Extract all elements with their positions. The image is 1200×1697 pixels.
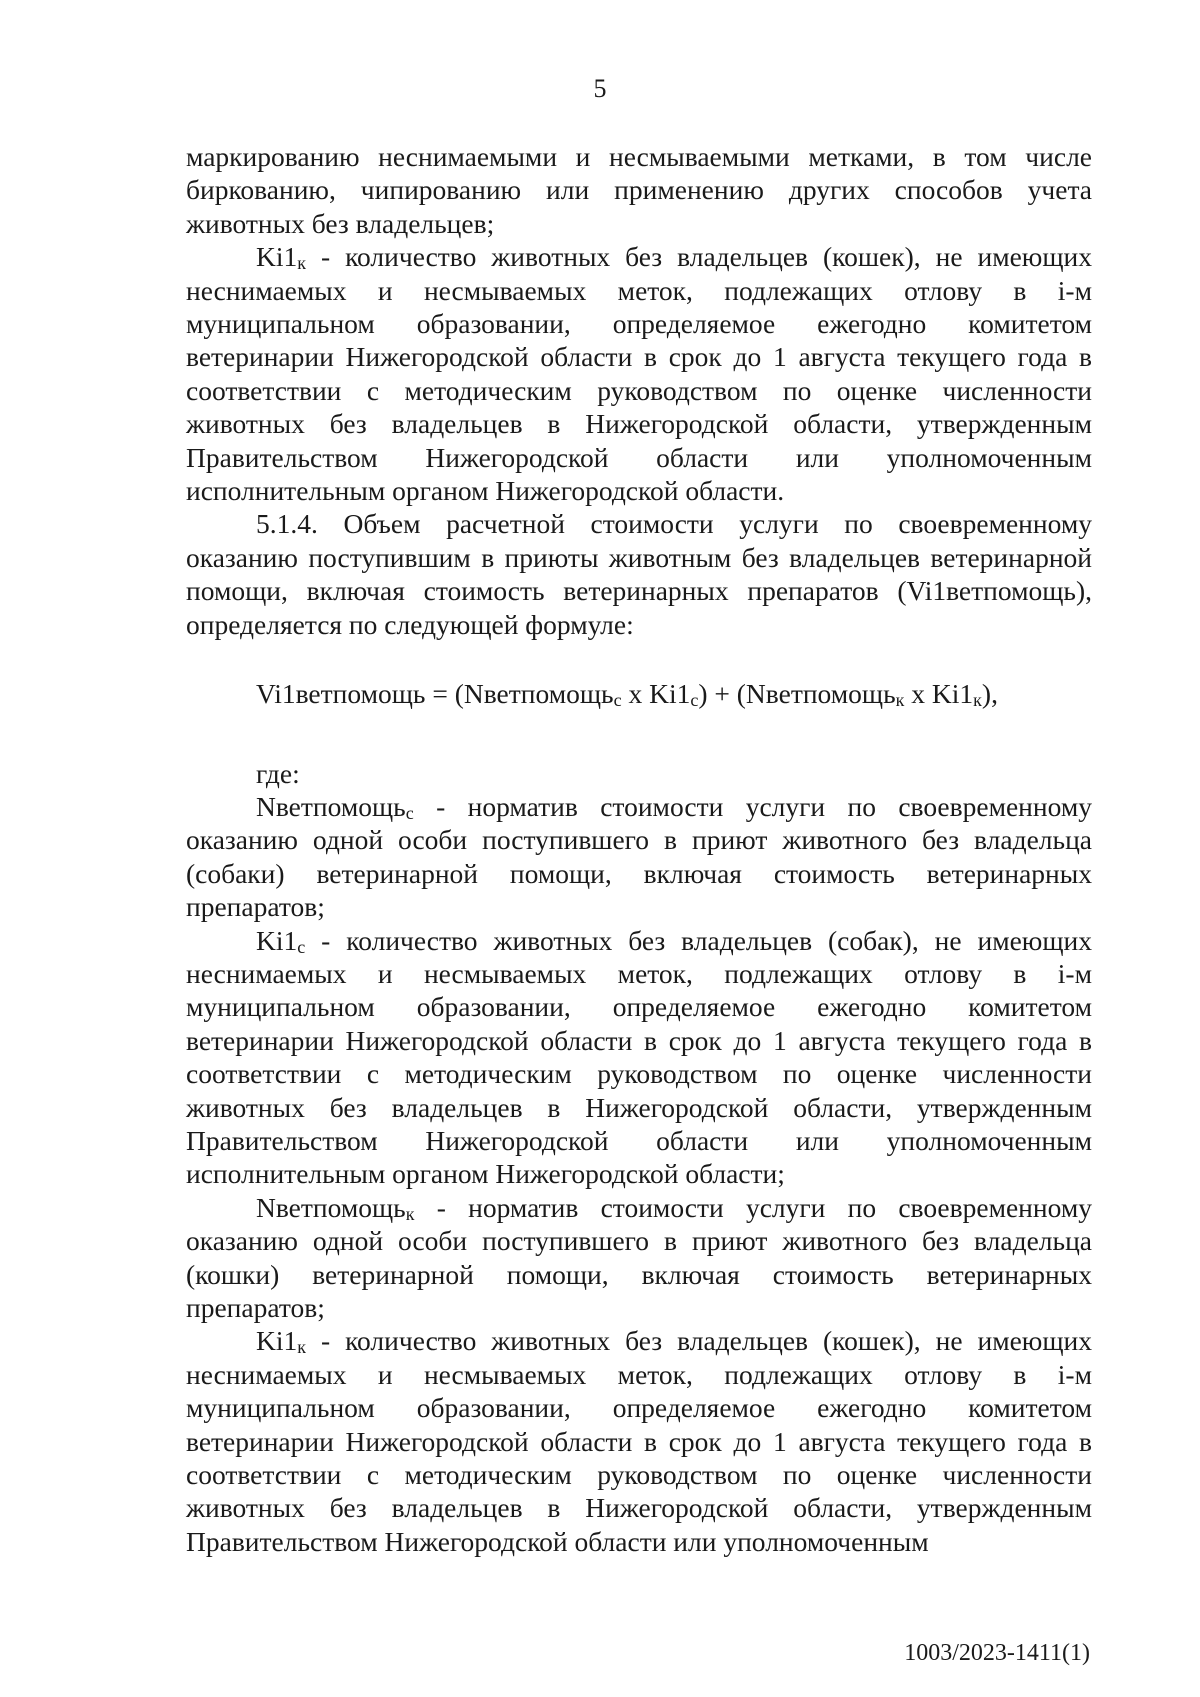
paragraph-continuation: маркированию неснимаемыми и несмываемыми метками, в том числе биркованию, чипированию или применению других способов учета животных без владельцев; [186,141,1092,239]
definition-text: - норматив стоимости услуги по своевременному оказанию одной особи поступившего в приют животного без владельца (собаки) ветеринарной помощи, включая стоимость ветеринарных препаратов; [186,790,1092,923]
symbol-nvet: Nветпомощь [256,790,406,822]
formula-part: x Ki1 [621,678,691,710]
definition-text: - количество животных без владельцев (собак), не имеющих неснимаемых и несмываемых меток, подлежащих отлову в i-м муниципальном образовании, определяемое ежегодно комитетом ветеринарии Нижегородской области в срок до 1 августа текущего года в соответствии с методическим руководством по оценке численности животных без владельцев в Нижегородской области, утвержденным Правительством Нижегородской области или уполномоченным исполнительным органом Нижегородской области; [186,924,1092,1190]
page-number: 5 [593,74,607,103]
definition-text: - количество животных без владельцев (кошек), не имеющих неснимаемых и несмываемых меток, подлежащих отлову в i-м муниципальном образовании, определяемое ежегодно комитетом ветеринарии Нижегородской области в срок до 1 августа текущего года в соответствии с методическим руководством по оценке численности животных без владельцев в Нижегородской области, утвержденным Правительством Нижегородской области или уполномоченным [186,1325,1092,1557]
paragraph-nvet-c-definition [186,790,1092,924]
document-body [186,140,1092,1558]
formula-subscript: к [895,690,905,711]
definition-text: - норматив стоимости услуги по своевременному оказанию одной особи поступившего в приют животного без владельца (кошки) ветеринарной помощи, включая стоимость ветеринарных препаратов; [186,1191,1092,1323]
definition-text: - количество животных без владельцев (кошек), не имеющих неснимаемых и несмываемых меток, подлежащих отлову в i-м муниципальном образовании, определяемое ежегодно комитетом ветеринарии Нижегородской области в срок до 1 августа текущего года в соответствии с методическим руководством по оценке численности животных без владельцев в Нижегородской области, утвержденным Правительством Нижегородской области или уполномоченным исполнительным органом Нижегородской области. [186,241,1092,507]
paragraph-section-5-1-4: 5.1.4. Объем расчетной стоимости услуги по своевременному оказанию поступившим в приюты животным без владельцев ветеринарной помощи, включая стоимость ветеринарных препаратов (Vi1ветпомощь), определяется по следующей формуле: [186,508,1092,640]
symbol-nvet: Nветпомощь [256,1191,406,1223]
paragraph-ki1c-definition [186,924,1092,1191]
subscript-k: к [297,1337,306,1358]
formula-subscript: к [973,690,982,711]
where-label: где: [256,757,300,789]
formula-part: x Ki1 [904,678,974,710]
paragraph-nvet-k-definition [186,1191,1092,1325]
formula-part: ) + (Nветпомощь [698,678,896,710]
formula-part: Vi1ветпомощь = (Nветпомощь [256,678,614,710]
formula-subscript: с [690,690,699,711]
symbol-ki1: Ki1 [256,924,298,956]
formula-part: ), [981,678,998,710]
paragraph-ki1k-definition [186,240,1092,507]
formula-subscript: с [613,690,622,711]
subscript-k: к [405,1203,415,1224]
subscript-c: с [405,802,414,823]
symbol-ki1: Ki1 [256,241,298,273]
subscript-c: с [297,936,306,957]
subscript-k: к [297,253,306,274]
symbol-ki1: Ki1 [256,1325,298,1357]
document-code: 1003/2023-1411(1) [904,1640,1090,1666]
formula [186,677,1092,710]
paragraph-ki1k-definition-2 [186,1324,1092,1558]
